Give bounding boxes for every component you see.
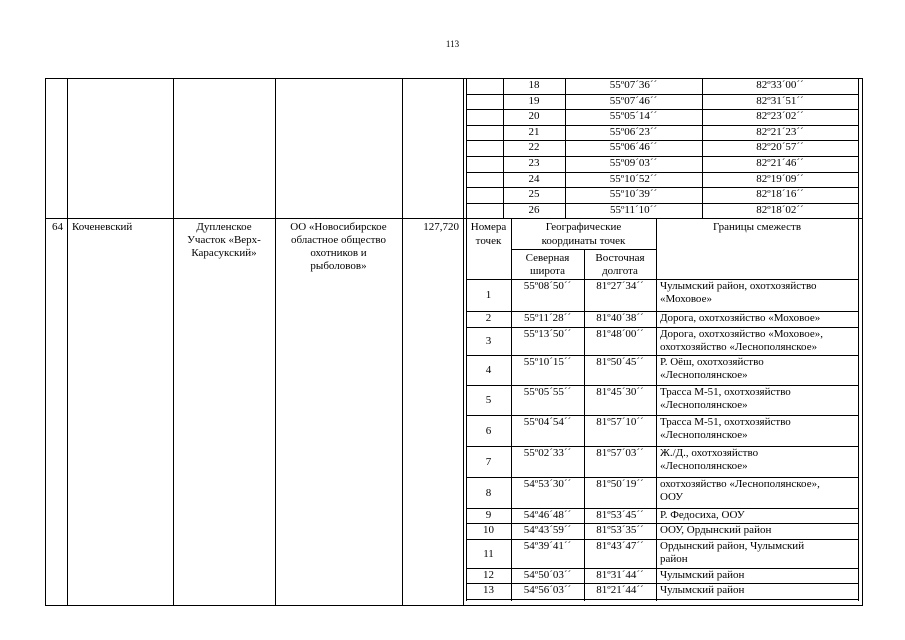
longitude-value: 81º48´00´´ xyxy=(596,328,644,340)
point-number: 22 xyxy=(528,141,540,153)
latitude-value: 55º08´50´´ xyxy=(523,280,572,292)
header-latitude: Северная xyxy=(525,252,570,264)
border-description: «Леснополянское» xyxy=(660,429,748,441)
latitude-value: 55º06´23´´ xyxy=(609,126,658,138)
border-description: Р. Федосиха, ООУ xyxy=(660,509,745,521)
point-number: 12 xyxy=(483,569,494,581)
point-number: 19 xyxy=(528,95,540,107)
longitude-value: 82º21´23´´ xyxy=(756,126,804,138)
table-column-divider xyxy=(463,78,464,606)
subtable-column-rule xyxy=(656,218,657,601)
table-column-divider xyxy=(402,78,403,606)
longitude-value: 82º18´02´´ xyxy=(756,204,804,216)
latitude-value: 54º56´03´´ xyxy=(523,584,572,596)
point-number: 10 xyxy=(483,524,494,536)
latitude-value: 55º10´15´´ xyxy=(523,356,572,368)
longitude-value: 81º53´35´´ xyxy=(596,524,644,536)
point-number: 3 xyxy=(485,335,492,347)
longitude-value: 81º31´44´´ xyxy=(596,569,644,581)
longitude-value: 81º57´10´´ xyxy=(596,416,644,428)
longitude-value: 81º50´19´´ xyxy=(596,478,644,490)
table-right-border xyxy=(862,78,863,606)
longitude-value: 81º57´03´´ xyxy=(596,447,644,459)
header-points: Номера xyxy=(470,221,507,233)
point-number: 6 xyxy=(485,425,492,437)
table-column-divider xyxy=(275,78,276,606)
header-longitude: долгота xyxy=(602,265,638,277)
subtable-left xyxy=(466,218,467,601)
point-number: 26 xyxy=(528,204,540,216)
area-value: 127,720 xyxy=(423,221,459,233)
latitude-value: 55º10´39´´ xyxy=(609,188,658,200)
point-number: 13 xyxy=(483,584,494,596)
latitude-value: 55º02´33´´ xyxy=(523,447,572,459)
border-description: «Леснополянское» xyxy=(660,369,748,381)
border-description: ООУ, Ордынский район xyxy=(660,524,772,536)
border-description: «Леснополянское» xyxy=(660,460,748,472)
subtable-top xyxy=(466,218,859,219)
longitude-value: 81º53´45´´ xyxy=(596,509,644,521)
point-number: 25 xyxy=(528,188,540,200)
latitude-value: 54º53´30´´ xyxy=(523,478,572,490)
site-name-line: Карасукский» xyxy=(191,247,257,259)
district-name: Коченевский xyxy=(72,221,133,233)
point-number: 21 xyxy=(528,126,540,138)
subtable-right xyxy=(858,218,859,601)
latitude-value: 55º11´28´´ xyxy=(524,312,571,324)
organization-line: ОО «Новосибирское xyxy=(290,221,387,233)
border-description: «Леснополянское» xyxy=(660,399,748,411)
header-coordinates: Географические xyxy=(545,221,622,233)
border-description: «Моховое» xyxy=(660,293,712,305)
border-description: район xyxy=(660,553,688,565)
latitude-value: 54º50´03´´ xyxy=(523,569,572,581)
organization-line: рыболовов» xyxy=(310,260,367,272)
table-column-divider xyxy=(173,78,174,606)
border-description: Трасса М-51, охотхозяйство xyxy=(660,386,791,398)
longitude-value: 82º19´09´´ xyxy=(756,173,804,185)
header-points: точек xyxy=(475,235,502,247)
latitude-value: 55º09´03´´ xyxy=(609,157,658,169)
longitude-value: 82º23´02´´ xyxy=(756,110,804,122)
organization-line: областное общество xyxy=(290,234,387,246)
longitude-value: 82º31´51´´ xyxy=(756,95,804,107)
longitude-value: 82º33´00´´ xyxy=(756,79,804,91)
point-number: 18 xyxy=(528,79,540,91)
longitude-value: 81º43´47´´ xyxy=(596,540,644,552)
longitude-value: 81º27´34´´ xyxy=(596,280,644,292)
point-number: 1 xyxy=(485,289,492,301)
header-coordinates: координаты точек xyxy=(541,235,626,247)
table-bottom-border xyxy=(45,605,863,606)
latitude-value: 55º13´50´´ xyxy=(523,328,572,340)
point-number: 23 xyxy=(528,157,540,169)
point-number: 7 xyxy=(485,456,492,468)
latitude-value: 55º05´14´´ xyxy=(609,110,658,122)
organization-line: охотников и xyxy=(310,247,367,259)
border-description: Ордынский район, Чулымский xyxy=(660,540,805,552)
site-name-line: Участок «Верх- xyxy=(187,234,261,246)
border-description: Чулымский район xyxy=(660,569,745,581)
latitude-value: 55º10´52´´ xyxy=(609,173,658,185)
longitude-value: 82º18´16´´ xyxy=(756,188,804,200)
table-column-divider xyxy=(67,78,68,606)
longitude-value: 81º21´44´´ xyxy=(596,584,644,596)
point-number: 5 xyxy=(485,394,492,406)
point-number: 11 xyxy=(483,548,494,560)
border-description: Чулымский район, охотхозяйство xyxy=(660,280,817,292)
border-description: Дорога, охотхозяйство «Моховое» xyxy=(660,312,821,324)
longitude-value: 81º50´45´´ xyxy=(596,356,644,368)
point-number: 24 xyxy=(528,173,540,185)
upper-column-rule xyxy=(858,78,859,219)
latitude-value: 54º46´48´´ xyxy=(523,509,572,521)
border-description: Р. Оёш, охотхозяйство xyxy=(660,356,764,368)
latitude-value: 55º05´55´´ xyxy=(523,386,572,398)
header-borders: Границы смежеств xyxy=(712,221,802,233)
border-description: Дорога, охотхозяйство «Моховое», xyxy=(660,328,823,340)
subtable-row-rule xyxy=(466,599,859,600)
longitude-value: 82º20´57´´ xyxy=(756,141,804,153)
latitude-value: 55º04´54´´ xyxy=(523,416,572,428)
border-description: ООУ xyxy=(660,491,684,503)
upper-column-rule xyxy=(466,78,467,219)
latitude-value: 54º43´59´´ xyxy=(523,524,572,536)
border-description: охотхозяйство «Леснополянское» xyxy=(660,341,818,353)
point-number: 20 xyxy=(528,110,540,122)
longitude-value: 81º40´38´´ xyxy=(596,312,644,324)
point-number: 2 xyxy=(485,312,492,324)
header-latitude: широта xyxy=(529,265,566,277)
border-description: Чулымский район xyxy=(660,584,745,596)
latitude-value: 55º07´46´´ xyxy=(609,95,658,107)
header-longitude: Восточная xyxy=(595,252,645,264)
latitude-value: 55º07´36´´ xyxy=(609,79,658,91)
page-number: 113 xyxy=(445,39,460,49)
border-description: Трасса М-51, охотхозяйство xyxy=(660,416,791,428)
longitude-value: 81º45´30´´ xyxy=(596,386,644,398)
border-description: Ж./Д., охотхозяйство xyxy=(660,447,759,459)
site-name-line: Дупленское xyxy=(196,221,252,233)
latitude-value: 54º39´41´´ xyxy=(523,540,572,552)
point-number: 9 xyxy=(485,509,492,521)
record-number: 64 xyxy=(52,221,63,233)
point-number: 8 xyxy=(485,487,492,499)
table-left-border xyxy=(45,78,46,606)
latitude-value: 55º11´10´´ xyxy=(610,204,657,216)
latitude-value: 55º06´46´´ xyxy=(609,141,658,153)
point-number: 4 xyxy=(485,364,492,376)
longitude-value: 82º21´46´´ xyxy=(756,157,804,169)
border-description: охотхозяйство «Леснополянское», xyxy=(660,478,820,490)
